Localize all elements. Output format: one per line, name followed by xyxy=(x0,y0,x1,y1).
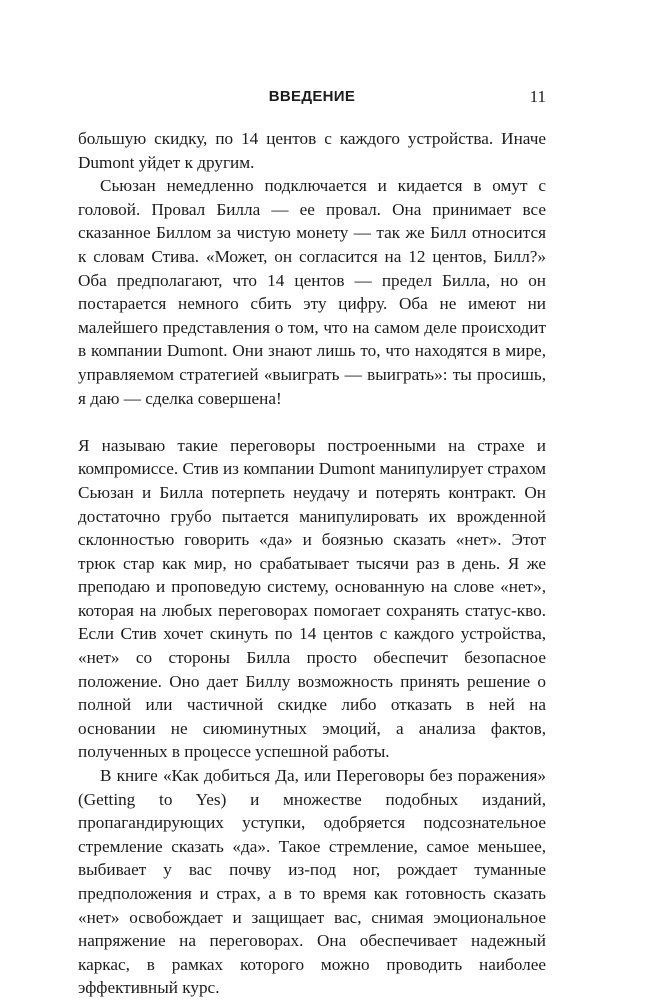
paragraph-fear-compromise: Я называю такие переговоры построенными на страхе и компромиссе. Стив из компании Dumont манипулирует страхом Сьюзан и Билла потерпеть неудачу и потерять контракт. Он достаточно грубо пытается манипулировать их врожденной склонностью говорить «да» и боязнью сказать «нет». Этот трюк стар как мир, но срабатывает тысячи раз в день. Я же преподаю и проповедую систему, основанную на слове «нет», которая на любых переговорах помогает сохранять статус-кво. Если Стив хочет скинуть по 14 центов с каждого устройства, «нет» со стороны Билла просто обеспечит безопасное положение. Оно дает Биллу возможность принять решение о полной или частичной скидке либо отказать в ней на основании не сиюминутных эмоций, а анализа фактов, полученных в процессе успешной работы. xyxy=(78,435,546,762)
running-header xyxy=(78,88,546,110)
paragraph-getting-to-yes: В книге «Как добиться Да, или Переговоры без поражения» (Getting to Yes) и множестве подобных изданий, пропагандирующих уступки, одобряется подсознательное стремление сказать «да». Такое стремление, самое меньшее, выбивает у вас почву из-под ног, рождает туманные предположения и страх, а в то время как готовность сказать «нет» освобождает и защищает вас, снимая эмоциональное напряжение на переговорах. Она обеспечивает надежный каркас, в рамках которого можно проводить наиболее эффективный курс. xyxy=(78,766,546,998)
chapter-title: ВВЕДЕНИЕ xyxy=(268,88,356,105)
page-number: 11 xyxy=(529,87,546,106)
paragraph-continuation: большую скидку, по 14 центов с каждого устройства. Иначе Dumont уйдет к другим. xyxy=(78,129,546,172)
body-text xyxy=(78,127,546,1000)
paragraph-susan: Сьюзан немедленно подключается и кидается в омут с головой. Провал Билла — ее провал. Она принимает все сказанное Биллом за чистую монету — так же Билл относится к словам Стива. «Может, он согласится на 12 центов, Билл?» Оба предполагают, что 14 центов — предел Билла, но он постарается немного сбить эту цифру. Оба не имеют ни малейшего представления о том, что на самом деле происходит в компании Dumont. Они знают лишь то, что находятся в мире, управляемом стратегией «выиграть — выиграть»: ты просишь, я даю — сделка совершена! xyxy=(78,176,546,408)
